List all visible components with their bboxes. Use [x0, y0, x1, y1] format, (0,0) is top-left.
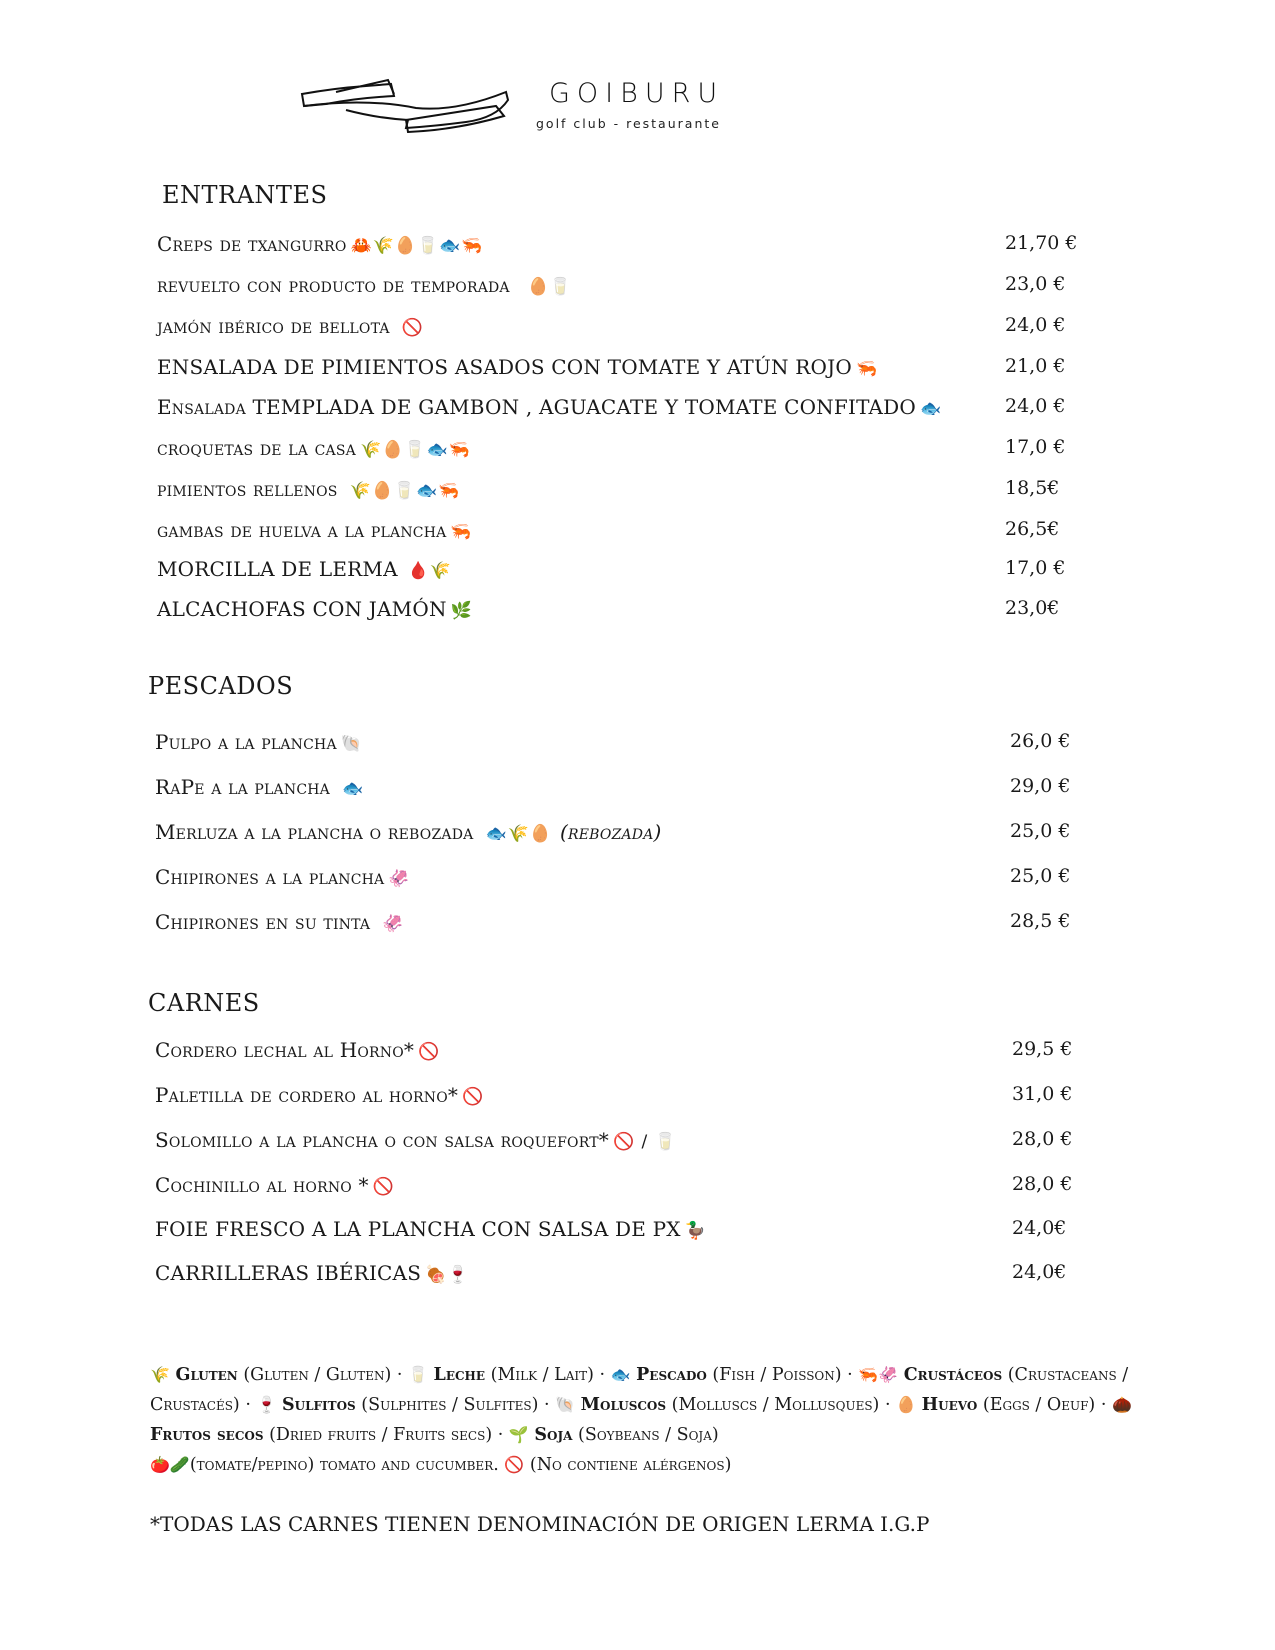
- allergen-icons: 🚫: [462, 1087, 485, 1107]
- item-name: Cochinillo al horno * 🚫: [155, 1173, 395, 1197]
- brand-name: GOIBURU: [549, 78, 725, 109]
- item-price: 17,0 €: [1005, 436, 1066, 458]
- allergen-icons: 🦑: [388, 869, 411, 889]
- item-name: revuelto con producto de temporada 🥚🥛: [157, 273, 573, 297]
- mollusc-icon: 🐚: [555, 1395, 576, 1414]
- item-name: Cordero lechal al Horno* 🚫: [155, 1038, 441, 1062]
- menu-item: [157, 393, 1087, 423]
- allergen-legend: 🌾 Gluten (Gluten / Gluten) · 🥛 Leche (Milk / Lait) · 🐟 Pescado (Fish / Poisson) · 🦐🦑 Crustáceos (Crustaceans / Crustacés) · 🍷 Sulfitos (Sulphites / Sulfites) · 🐚 Moluscos (Molluscs / Mollusques) · 🥚 Huevo (Eggs / Oeuf) · 🌰 Frutos secos (Dried fruits / Fruits secs) · 🌱 Soja (Soybeans / Soja) 🍅🥒(tomate/pepino) tomato and cucumber. 🚫 (No contiene alérgenos): [150, 1365, 1132, 1475]
- allergen-icons: 🩸🌾: [407, 561, 453, 581]
- item-name: Solomillo a la plancha o con salsa roquefort* 🚫 / 🥛: [155, 1128, 677, 1152]
- item-name: jamón ibérico de bellota 🚫: [157, 314, 424, 338]
- item-price: 25,0 €: [1010, 820, 1071, 842]
- tomato-cucumber-icon: 🍅🥒: [150, 1455, 190, 1474]
- item-name: FOIE FRESCO A LA PLANCHA CON SALSA DE PX 🦆: [155, 1217, 707, 1241]
- menu-item: [155, 908, 1085, 938]
- allergen-icons: 🦀🌾🥚🥛🐟🦐: [350, 236, 484, 256]
- menu-item: [157, 271, 1087, 301]
- item-name: Chipirones a la plancha 🦑: [155, 865, 411, 889]
- allergen-icons: 🚫: [372, 1177, 395, 1197]
- section-title-pescados: PESCADOS: [148, 672, 294, 700]
- menu-item: [155, 728, 1085, 758]
- menu-item: [157, 230, 1087, 260]
- item-name: CARRILLERAS IBÉRICAS 🍖🍷: [155, 1261, 470, 1285]
- menu-item: [157, 475, 1087, 505]
- section-title-carnes: CARNES: [148, 989, 260, 1017]
- allergen-icons: 🦐: [855, 359, 879, 379]
- milk-icon: 🥛: [408, 1365, 428, 1384]
- allergen-icons: 🦑: [382, 914, 405, 934]
- restaurant-logo: [296, 74, 736, 144]
- item-price: 24,0 €: [1005, 395, 1066, 417]
- allergen-icons: 🐚: [340, 734, 363, 754]
- no-allergen-icon: 🚫: [504, 1455, 525, 1474]
- menu-item: [157, 555, 1087, 585]
- item-name: Paletilla de cordero al horno* 🚫: [155, 1083, 485, 1107]
- crustacean-icon: 🦐🦑: [858, 1365, 899, 1384]
- allergen-icons: 🚫 / 🥛: [612, 1132, 677, 1152]
- nut-icon: 🌰: [1111, 1395, 1132, 1414]
- item-price: 23,0€: [1005, 597, 1060, 619]
- menu-item: [157, 434, 1087, 464]
- menu-item: [155, 1259, 1085, 1289]
- item-name: pimientos rellenos 🌾🥚🥛🐟🦐: [157, 477, 461, 501]
- item-name: gambas de huelva a la plancha 🦐: [157, 518, 473, 542]
- menu-item: [155, 773, 1085, 803]
- item-price: 28,0 €: [1012, 1128, 1073, 1150]
- gluten-icon: 🌾: [150, 1365, 170, 1384]
- item-price: 31,0 €: [1012, 1083, 1073, 1105]
- item-price: 24,0 €: [1005, 314, 1066, 336]
- allergen-icons: 🦐: [450, 522, 473, 542]
- fish-icon: 🐟: [610, 1365, 631, 1384]
- item-note: (rebozada): [559, 820, 662, 844]
- soy-icon: 🌱: [508, 1425, 529, 1444]
- item-price: 25,0 €: [1010, 865, 1071, 887]
- logo-mark-icon: [296, 78, 511, 136]
- allergen-icons: 🍖🍷: [425, 1265, 470, 1285]
- allergen-icons: 🚫: [418, 1042, 441, 1062]
- allergen-icons: 🦆: [684, 1221, 707, 1241]
- footnote: *TODAS LAS CARNES TIENEN DENOMINACIÓN DE ORIGEN LERMA I.G.P: [150, 1512, 930, 1536]
- item-price: 18,5€: [1005, 477, 1060, 499]
- item-price: 28,0 €: [1012, 1173, 1073, 1195]
- allergen-icons: 🌾🥚🥛🐟🦐: [349, 481, 461, 501]
- menu-item: [155, 1126, 1085, 1156]
- item-price: 17,0 €: [1005, 557, 1066, 579]
- menu-item: [155, 863, 1085, 893]
- item-name: croquetas de la casa 🌾🥚🥛🐟🦐: [157, 436, 471, 460]
- menu-item: [157, 353, 1087, 383]
- item-name: Creps de txangurro 🦀🌾🥚🥛🐟🦐: [157, 232, 484, 256]
- item-name: Ensalada TEMPLADA DE GAMBON , AGUACATE Y TOMATE CONFITADO 🐟: [157, 395, 943, 419]
- sulphite-icon: 🍷: [256, 1395, 277, 1414]
- item-price: 21,70 €: [1005, 232, 1078, 254]
- allergen-icons: 🥚🥛: [527, 277, 573, 297]
- allergen-icons: 🐟: [920, 399, 943, 419]
- item-name: Pulpo a la plancha 🐚: [155, 730, 363, 754]
- allergen-icons: 🐟🌾🥚: [485, 824, 552, 844]
- item-price: 21,0 €: [1005, 355, 1066, 377]
- menu-item: [155, 1036, 1085, 1066]
- item-name: ALCACHOFAS CON JAMÓN 🌿: [157, 597, 473, 621]
- allergen-icons: 🚫: [401, 318, 424, 338]
- menu-item: [157, 312, 1087, 342]
- item-name: ENSALADA DE PIMIENTOS ASADOS CON TOMATE Y ATÚN ROJO 🦐: [157, 355, 879, 379]
- item-price: 24,0€: [1012, 1261, 1067, 1283]
- menu-item: [155, 1081, 1085, 1111]
- egg-icon: 🥚: [896, 1395, 917, 1414]
- item-name: MORCILLA DE LERMA 🩸🌾: [157, 557, 453, 581]
- item-name: RaPe a la plancha 🐟: [155, 775, 365, 799]
- section-title-entrantes: ENTRANTES: [162, 181, 328, 209]
- item-price: 28,5 €: [1010, 910, 1071, 932]
- allergen-icons: 🌿: [450, 601, 473, 621]
- item-name: Merluza a la plancha o rebozada 🐟🌾🥚 (rebozada): [155, 820, 662, 844]
- menu-item: [157, 595, 1087, 625]
- menu-item: [157, 516, 1087, 546]
- item-price: 29,0 €: [1010, 775, 1071, 797]
- menu-item: [155, 1171, 1085, 1201]
- allergen-icons: 🐟: [341, 779, 365, 799]
- item-price: 24,0€: [1012, 1217, 1067, 1239]
- menu-item: [155, 1215, 1085, 1245]
- allergen-icons: 🌾🥚🥛🐟🦐: [359, 440, 471, 460]
- item-price: 26,5€: [1005, 518, 1060, 540]
- menu-item: [155, 818, 1085, 848]
- item-price: 26,0 €: [1010, 730, 1071, 752]
- item-price: 29,5 €: [1012, 1038, 1073, 1060]
- brand-tagline: golf club - restaurante: [536, 116, 721, 131]
- item-name: Chipirones en su tinta 🦑: [155, 910, 405, 934]
- item-price: 23,0 €: [1005, 273, 1066, 295]
